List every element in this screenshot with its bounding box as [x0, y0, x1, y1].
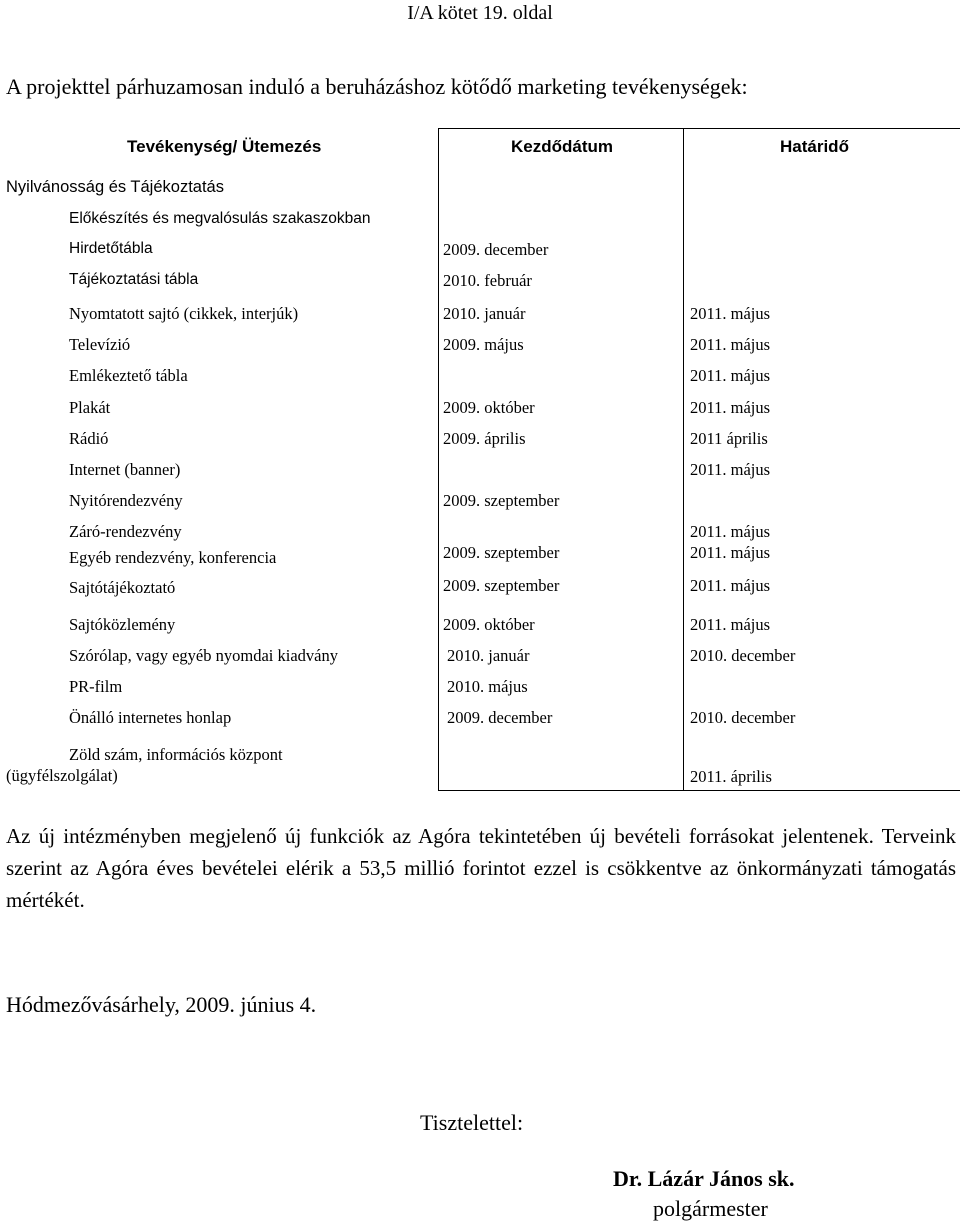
greeting: Tisztelettel:	[420, 1110, 524, 1135]
header-activity: Tevékenység/ Ütemezés	[127, 137, 322, 156]
table-row-activity: Televízió	[69, 335, 131, 354]
table-row-deadline: 2011. május	[690, 522, 771, 541]
table-row-activity: Záró-rendezvény	[69, 522, 182, 541]
table-row-activity: Egyéb rendezvény, konferencia	[69, 548, 277, 567]
table-row-start: 2010. május	[447, 677, 528, 696]
table-bottom-rule	[438, 790, 960, 791]
table-row-activity: Hirdetőtábla	[69, 240, 153, 257]
table-row-start: 2009. május	[443, 335, 524, 354]
signer-name: Dr. Lázár János sk.	[613, 1166, 795, 1191]
body-paragraph	[6, 820, 956, 916]
header-start: Kezdődátum	[511, 137, 613, 156]
section-title: A projekttel párhuzamosan induló a beruházáshoz kötődő marketing tevékenységek:	[6, 74, 748, 99]
last-row-activity-line2: (ügyfélszolgálat)	[6, 766, 118, 785]
table-row-activity: Önálló internetes honlap	[69, 708, 232, 727]
table-row-deadline: 2011. május	[690, 366, 771, 385]
table-row-start: 2009. december	[443, 240, 549, 259]
table-row-activity: Sajtóközlemény	[69, 615, 176, 634]
table-row-start: 2009. szeptember	[443, 543, 560, 562]
page-header: I/A kötet 19. oldal	[407, 2, 553, 24]
table-row-deadline: 2011. május	[690, 398, 771, 417]
table-row-activity: Nyitórendezvény	[69, 491, 183, 510]
table-row-activity: Emlékeztető tábla	[69, 366, 188, 385]
table-row-activity: Sajtótájékoztató	[69, 578, 176, 597]
table-row-activity: Nyomtatott sajtó (cikkek, interjúk)	[69, 304, 299, 323]
subcategory-label: Előkészítés és megvalósulás szakaszokban	[69, 210, 371, 227]
header-deadline: Határidő	[780, 137, 849, 156]
paragraph-text: Az új intézményben megjelenő új funkciók az Agóra tekintetében új bevételi forrásokat jelentenek. Terveink szerint az Agóra éves bevételei elérik a 53,5 millió forintot ezzel is csökkentve az önkormányzati támogatás mértékét.	[6, 824, 956, 912]
table-divider-deadline	[683, 128, 684, 790]
category-label: Nyilvánosság és Tájékoztatás	[6, 178, 224, 196]
table-divider-start	[438, 128, 439, 790]
last-row-activity-line1: Zöld szám, információs központ	[69, 745, 283, 764]
table-row-start: 2009. szeptember	[443, 576, 560, 595]
table-row-deadline: 2011 április	[690, 429, 768, 448]
table-row-start: 2010. január	[443, 304, 526, 323]
table-row-start: 2009. szeptember	[443, 491, 560, 510]
table-row-activity: Tájékoztatási tábla	[69, 271, 199, 288]
table-row-deadline: 2010. december	[690, 708, 796, 727]
table-row-deadline: 2011. május	[690, 304, 771, 323]
table-row-activity: Internet (banner)	[69, 460, 181, 479]
table-row-deadline: 2011. május	[690, 543, 771, 562]
table-row-deadline: 2011. május	[690, 460, 771, 479]
table-row-start: 2010. február	[443, 271, 532, 290]
table-top-rule	[438, 128, 960, 129]
table-row-activity: PR-film	[69, 677, 123, 696]
table-row-deadline: 2010. december	[690, 646, 796, 665]
table-row-start: 2009. október	[443, 398, 535, 417]
table-row-deadline: 2011. május	[690, 615, 771, 634]
table-row-deadline: 2011. május	[690, 576, 771, 595]
table-row-deadline: 2011. május	[690, 335, 771, 354]
place-date: Hódmezővásárhely, 2009. június 4.	[6, 992, 317, 1017]
last-row-deadline: 2011. április	[690, 767, 772, 786]
table-row-activity: Szórólap, vagy egyéb nyomdai kiadvány	[69, 646, 338, 665]
table-row-activity: Rádió	[69, 429, 109, 448]
table-row-start: 2009. április	[443, 429, 526, 448]
table-row-start: 2009. december	[447, 708, 553, 727]
signer-role: polgármester	[653, 1196, 768, 1221]
table-row-start: 2010. január	[447, 646, 530, 665]
table-row-start: 2009. október	[443, 615, 535, 634]
table-row-activity: Plakát	[69, 398, 111, 417]
